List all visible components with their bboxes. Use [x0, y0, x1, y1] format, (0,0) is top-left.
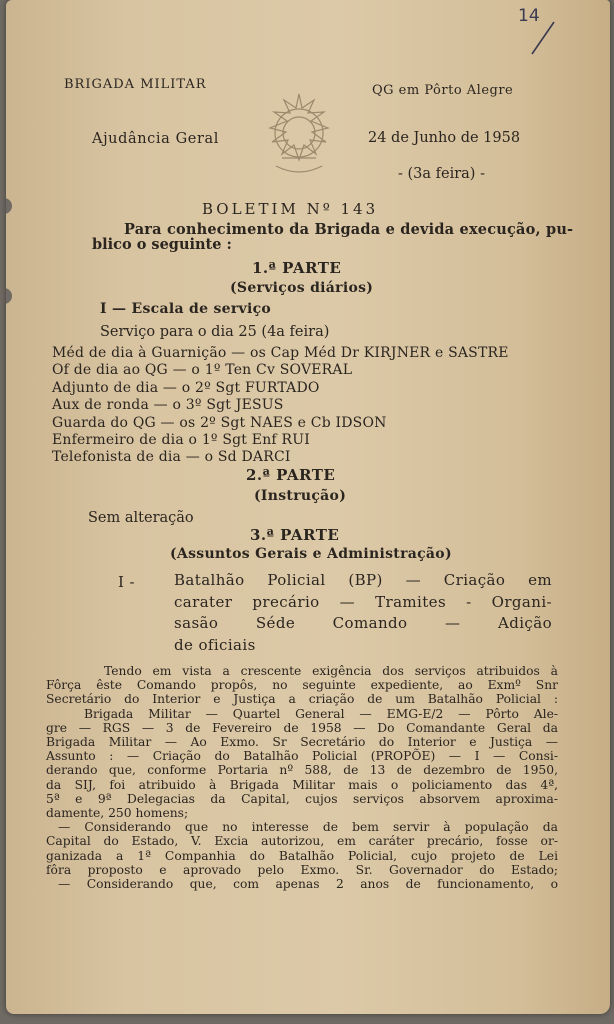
roster-line: Adjunto de dia — o 2º Sgt FURTADO	[52, 379, 320, 396]
org-name: BRIGADA MILITAR	[64, 77, 207, 92]
paragraph-line: Capital do Estado, V. Excia autorizou, em caráter precário, fosse or-	[46, 834, 558, 849]
roster-line: Enfermeiro de dia o 1º Sgt Enf RUI	[52, 432, 310, 449]
roster-line: Aux de ronda — o 3º Sgt JESUS	[52, 397, 284, 414]
paragraph-line: gre — RGS — 3 de Fevereiro de 1958 — Do Comandante Geral da	[46, 720, 558, 735]
handwritten-mark: 14	[518, 6, 540, 26]
item-title-line: sasão Séde Comando — Adição	[174, 614, 552, 632]
part3-heading: 3.ª PARTE	[250, 526, 340, 544]
part1-heading: 1.ª PARTE	[252, 259, 342, 277]
roster-line: Méd de dia à Guarnição — os Cap Méd Dr KIRJNER e SASTRE	[52, 345, 509, 361]
paragraph-line: damente, 250 homens;	[46, 806, 189, 821]
paragraph-line: Brigada Militar — Quartel General — EMG-E/2 — Pôrto Ale-	[84, 706, 558, 721]
service-date-line: Serviço para o dia 25 (4a feira)	[100, 324, 330, 340]
part3-subheading: (Assuntos Gerais e Administração)	[170, 546, 452, 562]
item-title-line: de oficiais	[174, 635, 256, 654]
paragraph-line: fôra proposto e aprovado pelo Exmo. Sr. Governador do Estado;	[46, 862, 558, 877]
paragraph-line: Fôrça êste Comando propôs, no seguinte expediente, ao Exmº Snr	[46, 678, 558, 693]
weekday: - (3a feira) -	[398, 166, 485, 182]
paragraph-line: 5ª e 9ª Delegacias da Capital, cujos serviços absorvem aproxima-	[46, 791, 558, 806]
intro-line-2: blico o seguinte :	[92, 236, 232, 253]
coat-of-arms-seal	[254, 88, 344, 182]
part1-subheading: (Serviços diários)	[230, 280, 374, 296]
roster-line: Telefonista de dia — o Sd DARCI	[52, 449, 291, 466]
intro-line-1: Para conhecimento da Brigada e devida execução, pu-	[124, 221, 574, 238]
paragraph-line: derando que, conforme Portaria nº 588, de 13 de dezembro de 1950,	[46, 763, 558, 778]
body-paragraph	[46, 664, 558, 891]
pen-check-mark	[528, 20, 558, 60]
item-title-line: carater precário — Tramites - Organi-	[174, 592, 552, 611]
paragraph-line: ganizada a 1ª Companhia do Batalhão Policial, cujo projeto de Lei	[46, 848, 558, 863]
paragraph-line: Secretário do Interior e Justiça a criação de um Batalhão Policial :	[46, 692, 558, 707]
punch-hole	[6, 198, 12, 214]
paragraph-line: Tendo em vista a crescente exigência dos serviços atribuidos à	[104, 664, 558, 678]
bulletin-title: BOLETIM Nº 143	[202, 200, 379, 218]
paragraph-line: Brigada Militar — Ao Exmo. Sr Secretário do Interior e Justiça —	[46, 735, 558, 750]
part2-subheading: (Instrução)	[254, 488, 347, 504]
paragraph-line: Assunto : — Criação do Batalhão Policial (PROPÕE) — I — Consi-	[46, 749, 558, 764]
part1-section-title: I — Escala de serviço	[100, 301, 272, 317]
roster-line: Of de dia ao QG — o 1º Ten Cv SOVERAL	[52, 362, 353, 379]
office-name: Ajudância Geral	[92, 131, 219, 147]
punch-hole	[6, 288, 12, 304]
paragraph-line: — Considerando que, com apenas 2 anos de funcionamento, o	[58, 877, 558, 892]
item-title-line: Batalhão Policial (BP) — Criação em	[174, 571, 552, 589]
location: QG em Pôrto Alegre	[372, 83, 514, 98]
paragraph-line: da SIJ, foi atribuido à Brigada Militar mais o policiamento das 4ª,	[46, 777, 558, 792]
part2-text: Sem alteração	[88, 510, 194, 526]
bulletin-date: 24 de Junho de 1958	[368, 130, 521, 146]
duty-roster	[52, 345, 509, 467]
part2-heading: 2.ª PARTE	[246, 466, 336, 484]
roster-line: Guarda do QG — os 2º Sgt NAES e Cb IDSON	[52, 414, 387, 431]
item-title-block	[174, 570, 552, 656]
item-number: I -	[118, 573, 135, 591]
document-page	[6, 0, 610, 1014]
paragraph-line: — Considerando que no interesse de bem servir à população da	[58, 820, 558, 835]
